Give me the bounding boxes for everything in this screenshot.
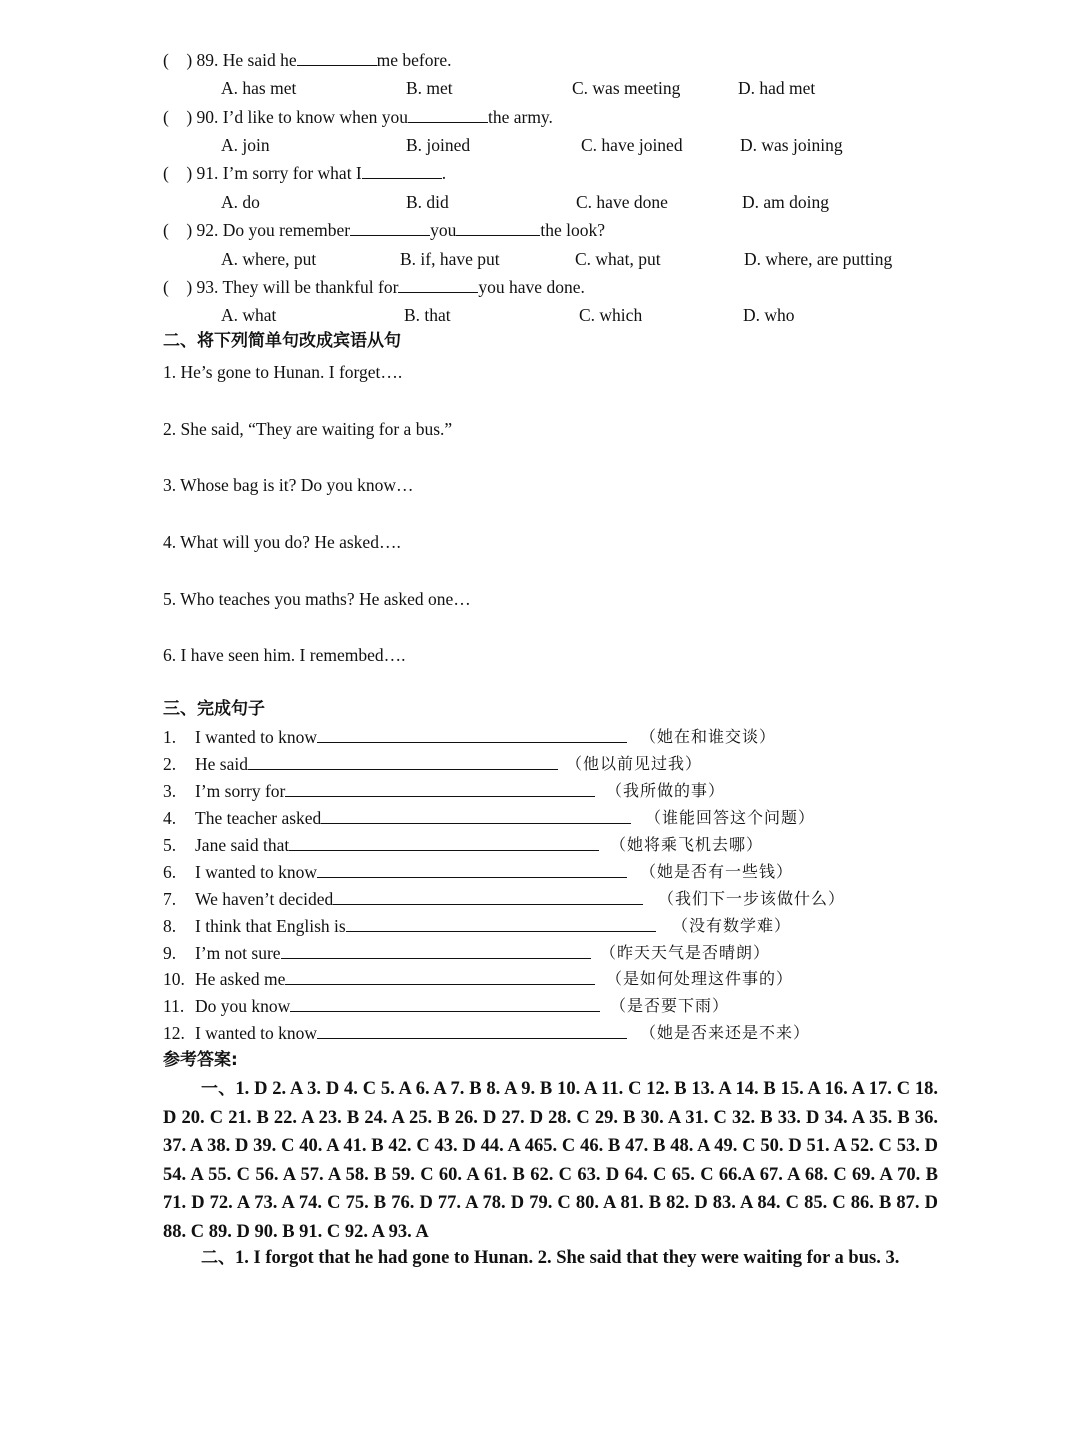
option-b: B. joined bbox=[406, 135, 471, 155]
option-a: A. join bbox=[221, 135, 270, 155]
complete-item: 3. I’m sorry for bbox=[163, 780, 595, 802]
rewrite-item: 6. I have seen him. I remembed…. bbox=[163, 645, 406, 665]
section2-heading: 二、将下列简单句改成宾语从句 bbox=[163, 331, 401, 351]
rewrite-item: 1. He’s gone to Hunan. I forget…. bbox=[163, 362, 403, 382]
answer-blank bbox=[398, 277, 478, 293]
option-d: D. am doing bbox=[742, 192, 830, 212]
question-93: ( ) 93. They will be thankful for you have done. bbox=[163, 277, 585, 297]
option-a: A. where, put bbox=[221, 249, 317, 269]
option-a: A. has met bbox=[221, 78, 297, 98]
complete-item: 12. I wanted to know bbox=[163, 1022, 627, 1044]
complete-item: 5. Jane said that bbox=[163, 834, 599, 856]
answer-blank bbox=[290, 996, 600, 1012]
question-number: 92 bbox=[196, 220, 215, 240]
complete-item: 9. I’m not sure bbox=[163, 942, 591, 964]
question-number: 90 bbox=[196, 107, 215, 127]
option-c: C. what, put bbox=[575, 249, 661, 269]
chinese-hint: （是如何处理这件事的） bbox=[606, 969, 794, 988]
question-number: 91 bbox=[196, 163, 215, 183]
section3-heading: 三、完成句子 bbox=[163, 699, 265, 719]
answer-blank bbox=[297, 50, 377, 66]
answer-blank bbox=[317, 1023, 627, 1039]
rewrite-item: 2. She said, “They are waiting for a bus.” bbox=[163, 419, 453, 439]
chinese-hint: （没有数学难） bbox=[672, 916, 792, 935]
complete-item: 2. He said bbox=[163, 753, 558, 775]
complete-item: 4. The teacher asked bbox=[163, 807, 631, 829]
chinese-hint: （她将乘飞机去哪） bbox=[610, 835, 764, 854]
question-90: ( ) 90. I’d like to know when you the army. bbox=[163, 107, 553, 127]
rewrite-item: 5. Who teaches you maths? He asked one… bbox=[163, 589, 471, 609]
option-b: B. if, have put bbox=[400, 249, 500, 269]
answer-blank bbox=[281, 943, 591, 959]
rewrite-item: 4. What will you do? He asked…. bbox=[163, 532, 401, 552]
answer-key-part2: 二、1. I forgot that he had gone to Hunan. 2. She said that they were waiting for a bus. 3. bbox=[201, 1248, 900, 1268]
chinese-hint: （她在和谁交谈） bbox=[640, 727, 777, 746]
answer-blank bbox=[350, 220, 430, 236]
question-92: ( ) 92. Do you remember you the look? bbox=[163, 220, 605, 240]
answer-blank bbox=[317, 727, 627, 743]
option-a: A. what bbox=[221, 305, 277, 325]
complete-item: 8. I think that English is bbox=[163, 915, 656, 937]
complete-item: 7. We haven’t decided bbox=[163, 888, 643, 910]
option-a: A. do bbox=[221, 192, 260, 212]
question-91: ( ) 91. I’m sorry for what I . bbox=[163, 163, 447, 183]
answer-blank bbox=[362, 163, 442, 179]
option-d: D. who bbox=[743, 305, 795, 325]
chinese-hint: （他以前见过我） bbox=[566, 754, 703, 773]
option-d: D. was joining bbox=[740, 135, 843, 155]
question-number: 89 bbox=[196, 50, 215, 70]
chinese-hint: （我们下一步该做什么） bbox=[658, 889, 846, 908]
chinese-hint: （她是否来还是不来） bbox=[640, 1023, 811, 1042]
option-b: B. did bbox=[406, 192, 449, 212]
answer-blank bbox=[289, 835, 599, 851]
option-c: C. have done bbox=[576, 192, 668, 212]
question-89: ( ) 89. He said he me before. bbox=[163, 50, 452, 70]
answer-blank bbox=[408, 107, 488, 123]
rewrite-item: 3. Whose bag is it? Do you know… bbox=[163, 475, 414, 495]
answer-blank bbox=[456, 220, 540, 236]
chinese-hint: （是否要下雨） bbox=[610, 996, 730, 1015]
option-b: B. that bbox=[404, 305, 451, 325]
complete-item: 10. He asked me bbox=[163, 968, 595, 990]
answer-blank bbox=[248, 754, 558, 770]
answer-blank bbox=[333, 889, 643, 905]
answer-blank bbox=[285, 969, 595, 985]
complete-item: 6. I wanted to know bbox=[163, 861, 627, 883]
chinese-hint: （她是否有一些钱） bbox=[640, 862, 794, 881]
chinese-hint: （谁能回答这个问题） bbox=[645, 808, 816, 827]
answer-blank bbox=[346, 916, 656, 932]
chinese-hint: （我所做的事） bbox=[606, 781, 726, 800]
option-d: D. had met bbox=[738, 78, 816, 98]
complete-item: 11. Do you know bbox=[163, 995, 600, 1017]
chinese-hint: （昨天天气是否晴朗） bbox=[600, 943, 771, 962]
answer-blank bbox=[285, 781, 595, 797]
answer-key-part1: 一、1. D 2. A 3. D 4. C 5. A 6. A 7. B 8. A 9. B 10. A 11. C 12. B 13. A 14. B 15. A 16. A 17. C 18. D 20. C 21. B 22. A 23. B 24. A 25. B 26. D 27. D 28. C 29. B 30. A 31. C 32. B 33. D 34. A 35. B 36. 37. A 38. D 39. C 40. A 41. B 42. C 43. D 44. A 465. C 46. B 47. B 48. A 49. C 50. D 51. A 52. C 53. D 54. A 55. C 56. A 57. A 58. B 59. C 60. A 61. B 62. C 63. D 64. C 65. C 66.A 67. A 68. C 69. A 70. B 71. D 72. A 73. A 74. C 75. B 76. D 77. A 78. D 79. C 80. A 81. B 82. D 83. A 84. C 85. C 86. B 87. D 88. C 89. D 90. B 91. C 92. A 93. A bbox=[163, 1079, 939, 1242]
complete-item: 1. I wanted to know bbox=[163, 726, 627, 748]
option-c: C. have joined bbox=[581, 135, 683, 155]
option-c: C. was meeting bbox=[572, 78, 681, 98]
answer-blank bbox=[321, 808, 631, 824]
answer-blank bbox=[317, 862, 627, 878]
option-c: C. which bbox=[579, 305, 643, 325]
question-number: 93 bbox=[196, 277, 215, 297]
answer-key-heading: 参考答案: bbox=[163, 1050, 238, 1070]
option-b: B. met bbox=[406, 78, 453, 98]
option-d: D. where, are putting bbox=[744, 249, 893, 269]
